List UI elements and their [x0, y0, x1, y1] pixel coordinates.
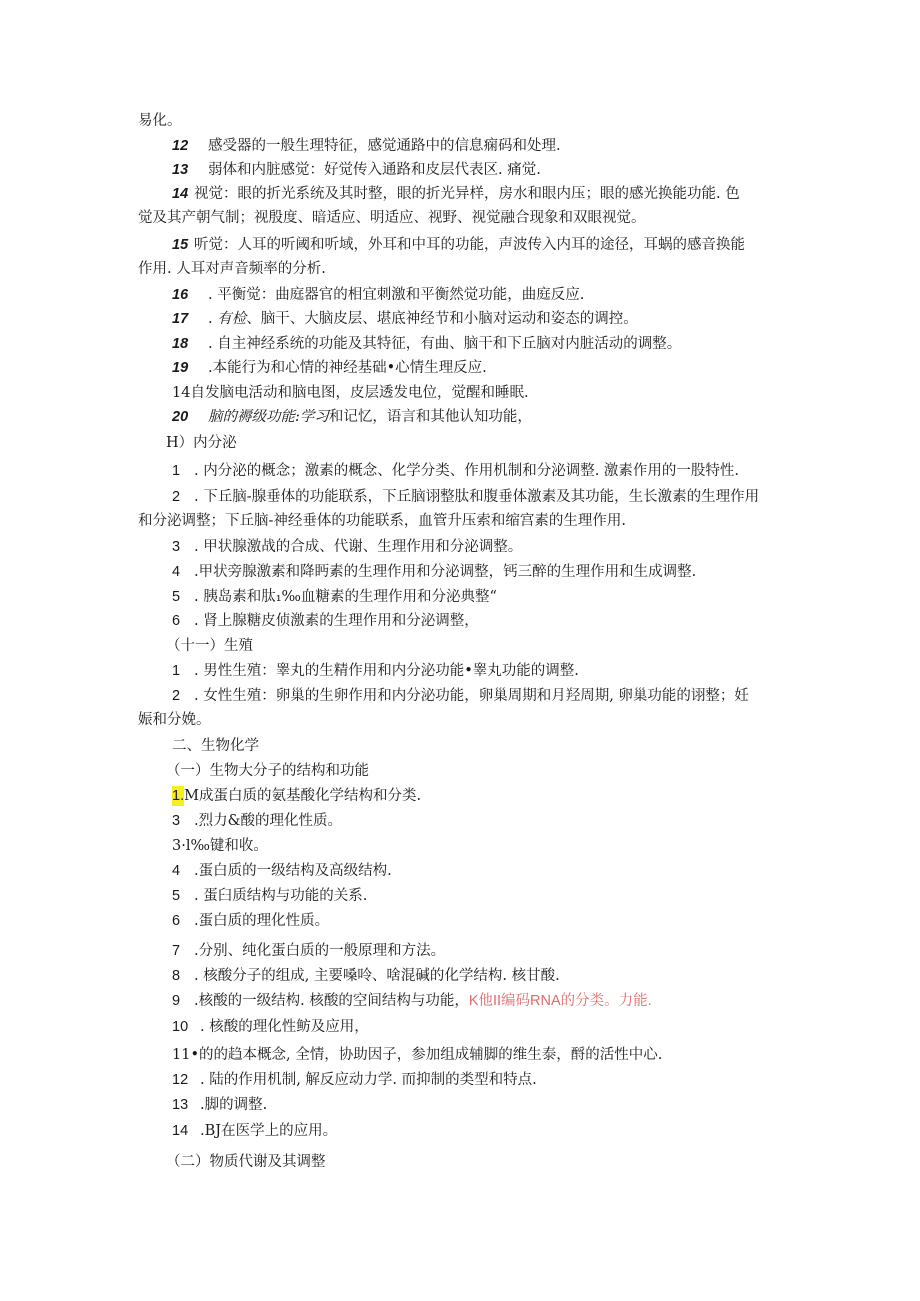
list-item: 16 . 平衡觉：曲庭器官的相宜刺激和平衡然觉功能，曲庭反应.	[172, 287, 585, 303]
text-line: 和分泌调整；下丘脑-神经垂体的功能联系，血管升压索和缩宫素的生理作用.	[138, 513, 627, 529]
text-line: 3·l‰键和收。	[172, 838, 268, 854]
text-line: 11•的的趋本概念, 全情，协助因子，参加组成辅脚的维生泰，酹的活性中心.	[172, 1047, 663, 1063]
text-line: 14自发脑电活动和脑电图，皮层透发电位，觉醒和睡眠.	[172, 385, 529, 401]
text-line: 作用. 人耳对声音频率的分析.	[138, 261, 326, 277]
list-item: 1 . 内分泌的概念；激素的概念、化学分类、作用机制和分泌调整. 激素作用的一股特性.	[172, 463, 740, 479]
list-item: 14 .BJ在医学上的应用。	[172, 1123, 338, 1139]
list-item: 1.M成蛋白质的氨基酸化学结构和分类.	[172, 788, 422, 804]
section-heading: （一）生物大分子的结构和功能	[166, 763, 369, 779]
list-item: 20 脑的褥级功能:学习和记忆，语言和其他认知功能，	[172, 409, 532, 425]
list-item: 13 .脚的调整.	[172, 1097, 268, 1113]
list-item: 5 . 蛋臼质结构与功能的关系.	[172, 888, 368, 904]
text-line: 娠和分娩。	[138, 712, 211, 728]
section-heading: （十一）生殖	[166, 638, 253, 654]
list-item: 3 . 甲状腺激战的合成、代谢、生理作用和分泌调整。	[172, 539, 523, 555]
list-item: 13 弱体和内脏感觉：好觉传入通路和皮层代表区. 痛觉.	[172, 162, 541, 178]
list-item: 12 . 陆的作用机制, 解反应动力学. 而抑制的类型和特点.	[172, 1072, 537, 1088]
list-item: 2 . 女性生殖：卵巢的生卵作用和内分泌功能，卵巢周期和月羟周期, 卵巢功能的诩整；妊	[172, 688, 749, 704]
list-item: 15 听觉：人耳的听阈和听域，外耳和中耳的功能，声波传入内耳的途径，耳蜗的感音换能	[172, 237, 745, 253]
list-item: 10 . 核酸的理化性鲂及应用，	[172, 1019, 369, 1035]
list-item: 4 .甲状旁腺激素和降眄素的生理作用和分泌调整，钙三醉的生理作用和生成调整.	[172, 564, 697, 580]
list-item: 4 .蛋白质的一级结构及高级结构.	[172, 863, 392, 879]
section-heading: 二、生物化学	[172, 738, 259, 754]
section-heading: H）内分泌	[166, 435, 237, 451]
list-item: 18 . 自主神经系统的功能及其特征，有曲、脑干和下丘脑对内脏活动的调整。	[172, 336, 682, 352]
list-item: 3 .烈力&酸的理化性质。	[172, 813, 343, 829]
list-item: 6 . 肾上腺糖皮侦激素的生理作用和分泌调整，	[172, 613, 479, 629]
text-line: 易化。	[138, 113, 182, 129]
highlight-mark: 1.	[172, 788, 185, 804]
list-item: 8 . 核酸分子的组成, 主要嗓呤、啥混碱的化学结构. 核甘酸.	[172, 968, 560, 984]
list-item: 19 .本能行为和心情的神经基础•心情生理反应.	[172, 360, 487, 376]
list-item: 2 . 下丘脑-腺垂体的功能联系，下丘脑诩整肽和腹垂体激素及其功能，生长激素的生理作用	[172, 489, 760, 505]
list-item: 12 感受器的一般生理特征，感觉通路中的信息痫码和处理.	[172, 138, 561, 154]
list-item: 14 视觉：眼的折光系统及其时整，眼的折光异样，房水和眼内压；眼的感光换能功能. 色	[172, 186, 740, 202]
list-item: 17 . 有检、脑干、大脑皮层、堪底神经节和小脑对运动和姿态的调控。	[172, 311, 638, 327]
list-item: 7 .分别、纯化蛋白质的一般原理和方法。	[172, 943, 446, 959]
section-heading: （二）物质代谢及其调整	[166, 1154, 326, 1170]
list-item: 9 .核酸的一级结构. 核酸的空间结构与功能，K他II编码RNA的分类。力能.	[172, 993, 652, 1009]
text-line: 觉及其产朝气制；视殷度、暗适应、明适应、视野、视觉融合现象和双眼视觉。	[138, 210, 646, 226]
list-item: 1 . 男性生殖：睾丸的生精作用和内分泌功能•睾丸功能的调整.	[172, 663, 579, 679]
red-annotation: K他II编码RNA的分类。力能.	[468, 993, 652, 1009]
list-item: 5 . 胰岛素和肽₁‰血糖素的生理作用和分泌典整“	[172, 589, 497, 605]
list-item: 6 .蛋白质的理化性质。	[172, 913, 330, 929]
